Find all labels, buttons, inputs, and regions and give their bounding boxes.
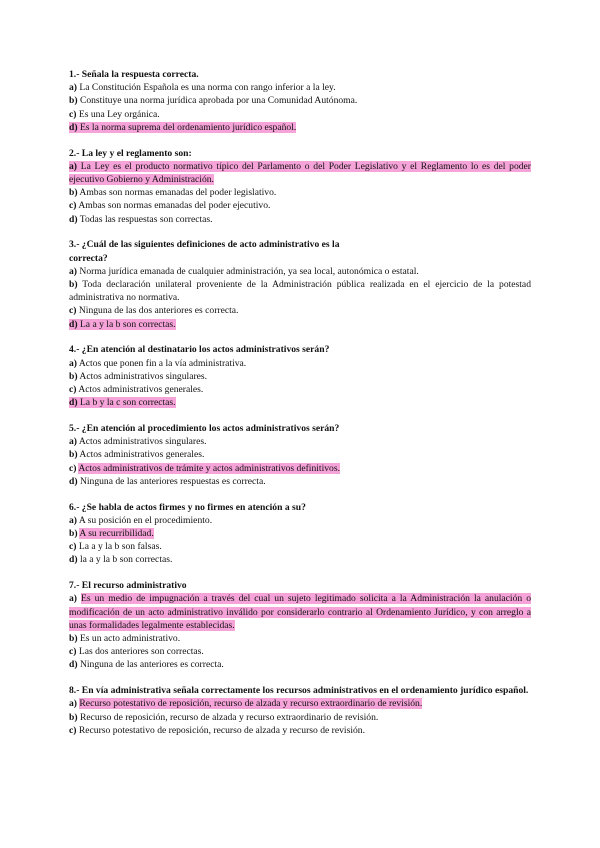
option-c: c) Las dos anteriores son correctas. bbox=[69, 646, 204, 658]
question-8 bbox=[69, 684, 531, 737]
option-c: c) Actos administrativos generales. bbox=[69, 384, 204, 396]
option-a: a) Actos que ponen fin a la vía administrativa. bbox=[69, 357, 247, 369]
question-title: 5.- ¿En atención al procedimiento los actos administrativos serán? bbox=[69, 423, 340, 435]
option-d: d) Ninguna de las anteriores es correcta. bbox=[69, 659, 224, 671]
question-title: 4.- ¿En atención al destinatario los actos administrativos serán? bbox=[69, 344, 330, 356]
option-d: d) Todas las respuestas son correctas. bbox=[69, 213, 213, 225]
option-c: c) Ambas son normas emanadas del poder ejecutivo. bbox=[69, 200, 271, 212]
question-3 bbox=[69, 238, 531, 330]
option-c: c) Recurso potestativo de reposición, recurso de alzada y recurso de revisión. bbox=[69, 724, 365, 736]
option-c-correct: c) Actos administrativos de trámite y actos administrativos definitivos. bbox=[69, 462, 340, 474]
question-title: 2.- La ley y el reglamento son: bbox=[69, 147, 192, 159]
option-b: b) Es un acto administrativo. bbox=[69, 633, 181, 645]
question-1 bbox=[69, 68, 531, 134]
option-b: b) Toda declaración unilateral proveniente de la Administración pública realizada en el ejercicio de la potestad administrativa no normativa. bbox=[69, 279, 531, 304]
option-a: a) Norma jurídica emanada de cualquier administración, ya sea local, autonómica o estatal. bbox=[69, 265, 419, 277]
option-d-correct: d) La b y la c son correctas. bbox=[69, 397, 176, 409]
question-title: 3.- ¿Cuál de las siguientes definiciones de acto administrativo es la correcta? bbox=[69, 239, 340, 264]
option-b: b) Constituye una norma jurídica aprobada por una Comunidad Autónoma. bbox=[69, 95, 358, 107]
option-c: c) La a y la b son falsas. bbox=[69, 541, 162, 553]
question-title: 8.- En vía administrativa señala correctamente los recursos administrativos en el ordenamiento jurídico español. bbox=[69, 685, 529, 697]
option-a-correct: a) Recurso potestativo de reposición, recurso de alzada y recurso extraordinario de revisión. bbox=[69, 698, 423, 710]
document-page bbox=[69, 68, 531, 750]
option-a-correct: a) La Ley es el producto normativo típico del Parlamento o del Poder Legislativo y el Reglamento lo es del poder ejecutivo Gobierno y Administración. bbox=[69, 160, 531, 186]
question-2 bbox=[69, 147, 531, 226]
option-c: c) Es una Ley orgánica. bbox=[69, 108, 160, 120]
option-a: a) Actos administrativos singulares. bbox=[69, 436, 207, 448]
option-a-correct: a) Es un medio de impugnación a través del cual un sujeto legitimado solicita a la Administración la anulación o modificación de un acto administrativo inválido por considerarlo contrario al Ordenamiento Jurídico, y con arreglo a unas formalidades legalmente establecidas. bbox=[69, 593, 531, 631]
option-d: d) Ninguna de las anteriores respuestas es correcta. bbox=[69, 475, 266, 487]
option-d-correct: d) La a y la b son correctas. bbox=[69, 318, 176, 330]
question-title: 7.- El recurso administrativo bbox=[69, 580, 187, 592]
question-7 bbox=[69, 579, 531, 671]
option-d: d) la a y la b son correctas. bbox=[69, 554, 173, 566]
question-6 bbox=[69, 501, 531, 567]
option-b: b) Ambas son normas emanadas del poder legislativo. bbox=[69, 187, 277, 199]
option-c: c) Ninguna de las dos anteriores es correcta. bbox=[69, 305, 239, 317]
question-title: 1.- Señala la respuesta correcta. bbox=[69, 69, 199, 80]
option-a: a) La Constitución Española es una norma con rango inferior a la ley. bbox=[69, 82, 336, 94]
option-a: a) A su posición en el procedimiento. bbox=[69, 514, 213, 526]
question-4 bbox=[69, 343, 531, 409]
question-5 bbox=[69, 422, 531, 488]
option-b: b) Recurso de reposición, recurso de alzada y recurso extraordinario de revisión. bbox=[69, 711, 379, 723]
option-b-correct: b) A su recurribilidad. bbox=[69, 528, 154, 540]
option-b: b) Actos administrativos generales. bbox=[69, 449, 205, 461]
question-title: 6.- ¿Se habla de actos firmes y no firmes en atención a su? bbox=[69, 501, 306, 513]
option-b: b) Actos administrativos singulares. bbox=[69, 370, 208, 382]
option-d-correct: d) Es la norma suprema del ordenamiento jurídico español. bbox=[69, 121, 297, 133]
